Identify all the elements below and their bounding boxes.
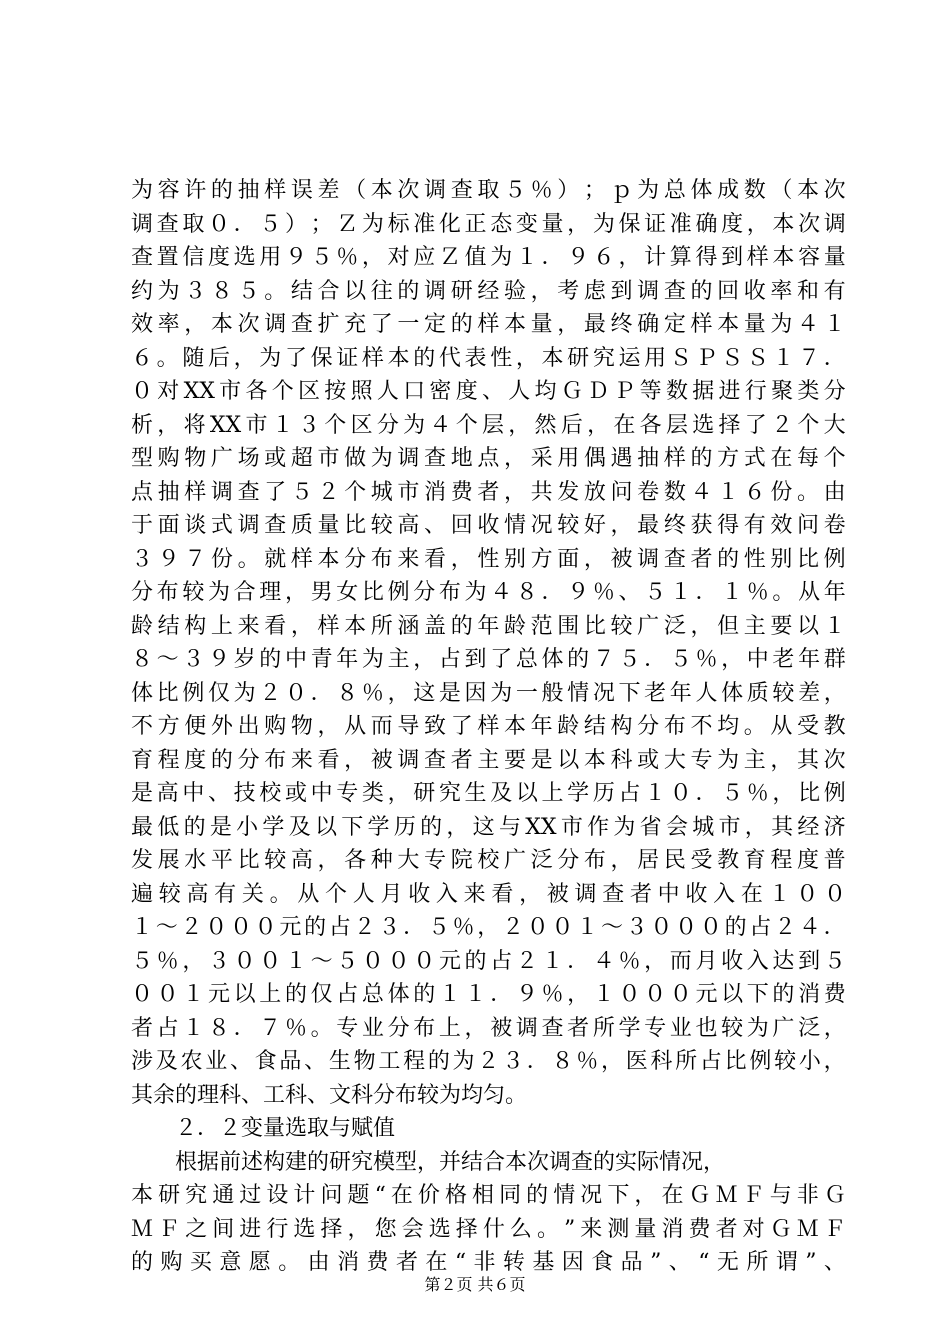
text-line: 育 程 度 的 分 布 来 看 ， 被 调 查 者 主 要 是 以 本 科 或 大 专 为 主 ， 其 次 bbox=[131, 747, 846, 773]
text-line: 的 购 买 意 愿 。 由 消 费 者 在 “ 非 转 基 因 食 品 ” 、 “ 无 所 谓 ” 、 bbox=[131, 1250, 846, 1275]
text-line: ３ ９ ７ 份 。 就 样 本 分 布 来 看 ， 性 别 方 面 ， 被 调 查 者 的 性 别 比 例 bbox=[131, 546, 846, 572]
text-line: １ ～ ２ ０ ０ ０ 元 的 占 ２ ３ ． ５ ％ ， ２ ０ ０ １ ～ ３ ０ ０ ０ 的 占 ２ ４ ． bbox=[131, 915, 846, 940]
page-footer: 第２页 共６页 bbox=[424, 1275, 526, 1294]
text-line: 遍 较 高 有 关 。 从 个 人 月 收 入 来 看 ， 被 调 查 者 中 收 入 在 １ ０ ０ bbox=[131, 881, 846, 907]
text-line: 析 ， 将 XX 市 １ ３ 个 区 分 为 ４ 个 层 ， 然 后 ， 在 各 层 选 择 了 ２ 个 大 bbox=[131, 412, 846, 438]
text-line: 根据前述构建的研究模型，并结合本次调查的实际情况， bbox=[175, 1149, 726, 1175]
text-line: 体 比 例 仅 为 ２ ０ ． ８ ％ ， 这 是 因 为 一 般 情 况 下 老 年 人 体 质 较 差 ， bbox=[131, 680, 846, 706]
text-line: 点 抽 样 调 查 了 ５ ２ 个 城 市 消 费 者 ， 共 发 放 问 卷 数 ４ １ ６ 份 。 由 bbox=[131, 479, 846, 505]
text-line: ０ ０ １ 元 以 上 的 仅 占 总 体 的 １ １ ． ９ ％ ， １ ０ ０ ０ 元 以 下 的 消 费 bbox=[131, 982, 846, 1007]
text-line: 不 方 便 外 出 购 物 ， 从 而 导 致 了 样 本 年 龄 结 构 分 布 不 均 。 从 受 教 bbox=[131, 714, 846, 739]
text-line: 约 为 ３ ８ ５ 。 结 合 以 往 的 调 研 经 验 ， 考 虑 到 调 查 的 回 收 率 和 有 bbox=[131, 278, 846, 304]
text-line: 发 展 水 平 比 较 高 ， 各 种 大 专 院 校 广 泛 分 布 ， 居 民 受 教 育 程 度 普 bbox=[131, 848, 846, 873]
text-line: 效 率 ， 本 次 调 查 扩 充 了 一 定 的 样 本 量 ， 最 终 确 定 样 本 量 为 ４ １ bbox=[131, 312, 846, 337]
text-line: 查 置 信 度 选 用 ９ ５ ％ ， 对 应 Ｚ 值 为 １ ． ９ ６ ， 计 算 得 到 样 本 容 量 bbox=[131, 245, 846, 270]
text-line: ８ ～ ３ ９ 岁 的 中 青 年 为 主 ， 占 到 了 总 体 的 ７ ５ ． ５ ％ ， 中 老 年 群 bbox=[131, 647, 846, 672]
text-line: ５ ％ ， ３ ０ ０ １ ～ ５ ０ ０ ０ 元 的 占 ２ １ ． ４ ％ ， 而 月 收 入 达 到 ５ bbox=[131, 948, 846, 974]
text-line: 涉 及 农 业 、 食 品 、 生 物 工 程 的 为 ２ ３ ． ８ ％ ， 医 科 所 占 比 例 较 小 ， bbox=[131, 1049, 846, 1074]
text-line: ０ 对 XX 市 各 个 区 按 照 人 口 密 度 、 人 均 Ｇ Ｄ Ｐ 等 数 据 进 行 聚 类 分 bbox=[131, 379, 846, 404]
text-line: 型 购 物 广 场 或 超 市 做 为 调 查 地 点 ， 采 用 偶 遇 抽 样 的 方 式 在 每 个 bbox=[131, 446, 846, 471]
text-line: 最 低 的 是 小 学 及 以 下 学 历 的 ， 这 与 XX 市 作 为 省 会 城 市 ， 其 经 济 bbox=[131, 814, 846, 840]
text-line: 为 容 许 的 抽 样 误 差 （ 本 次 调 查 取 ５ ％ ） ； ｐ 为 总 体 成 数 （ 本 次 bbox=[131, 178, 846, 203]
text-line: Ｍ Ｆ 之 间 进 行 选 择 ， 您 会 选 择 什 么 。 ” 来 测 量 消 费 者 对 Ｇ Ｍ Ｆ bbox=[131, 1216, 846, 1242]
text-line: 是 高 中 、 技 校 或 中 专 类 ， 研 究 生 及 以 上 学 历 占 １ ０ ． ５ ％ ， 比 例 bbox=[131, 781, 846, 806]
text-line: 其余的理科、工科、文科分布较为均匀。 bbox=[131, 1082, 528, 1108]
text-line: 调 查 取 ０ ． ５ ） ； Ｚ 为 标 准 化 正 态 变 量 ， 为 保 证 准 确 度 ， 本 次 调 bbox=[131, 211, 846, 237]
text-line: 龄 结 构 上 来 看 ， 样 本 所 涵 盖 的 年 龄 范 围 比 较 广 泛 ， 但 主 要 以 １ bbox=[131, 613, 846, 639]
document-body bbox=[131, 174, 846, 1280]
text-line: 本 研 究 通 过 设 计 问 题 “ 在 价 格 相 同 的 情 况 下 ， 在 Ｇ Ｍ Ｆ 与 非 Ｇ bbox=[131, 1183, 846, 1208]
text-line: 分 布 较 为 合 理 ， 男 女 比 例 分 布 为 ４ ８ ． ９ ％ 、 ５ １ ． １ ％ 。 从 年 bbox=[131, 580, 846, 605]
text-line: ２．２变量选取与赋值 bbox=[175, 1116, 396, 1141]
text-line: ６ 。 随 后 ， 为 了 保 证 样 本 的 代 表 性 ， 本 研 究 运 用 Ｓ Ｐ Ｓ Ｓ １ ７ ． bbox=[131, 345, 846, 371]
text-line: 者 占 １ ８ ． ７ ％ 。 专 业 分 布 上 ， 被 调 查 者 所 学 专 业 也 较 为 广 泛 ， bbox=[131, 1015, 846, 1041]
text-line: 于 面 谈 式 调 查 质 量 比 较 高 、 回 收 情 况 较 好 ， 最 终 获 得 有 效 问 卷 bbox=[131, 513, 846, 538]
